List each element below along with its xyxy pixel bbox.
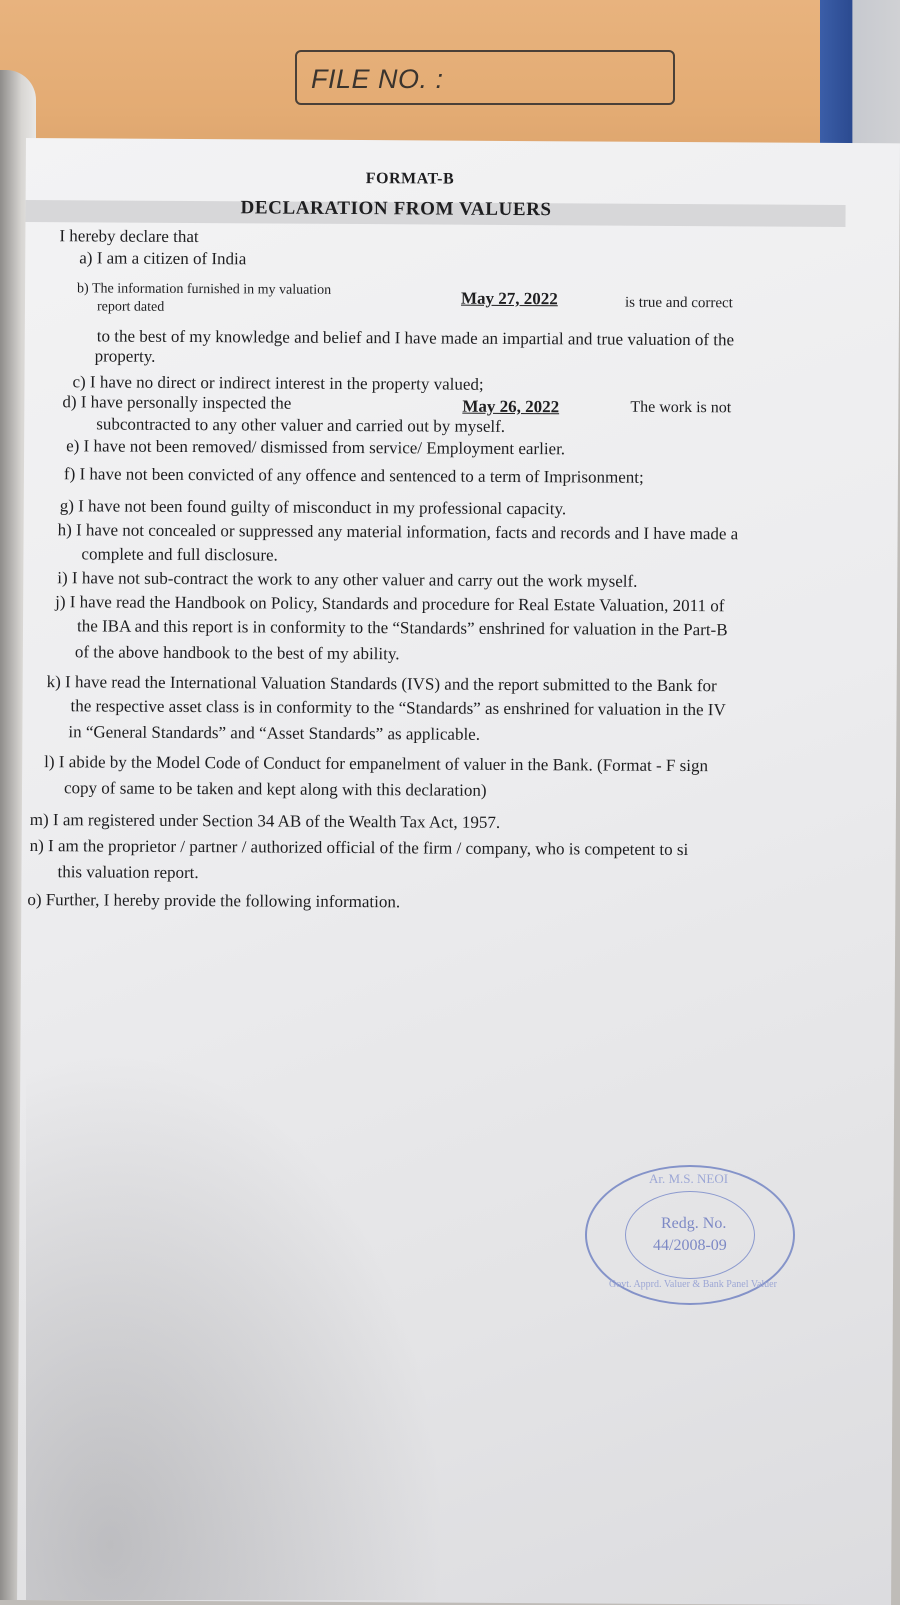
clause-g: g) I have not been found guilty of misconduct in my professional capacity. — [59, 496, 567, 519]
clause-n-line2: this valuation report. — [57, 862, 199, 883]
clause-h-line2: complete and full disclosure. — [81, 544, 278, 565]
clause-b-line4: property. — [94, 346, 156, 366]
clause-c: c) I have no direct or indirect interest in the property valued; — [72, 372, 484, 394]
report-date: May 27, 2022 — [460, 288, 558, 309]
clause-h-line1: h) I have not concealed or suppressed any material information, facts and records and I have made a — [57, 520, 739, 544]
clause-b-line3: to the best of my knowledge and belief and I have made an impartial and true valuation of the — [96, 326, 735, 350]
intro-text: I hereby declare that — [59, 226, 199, 247]
valuer-stamp — [585, 1165, 795, 1305]
clause-l-line1: l) I abide by the Model Code of Conduct for empanelment of valuer in the Bank. (Format - F sign — [44, 752, 709, 776]
format-label: FORMAT-B — [365, 170, 455, 188]
clause-j-line2: the IBA and this report is in conformity to the “Standards” enshrined for valuation in the Part-B — [76, 616, 728, 640]
clause-b-line1: b) The information furnished in my valuation — [77, 281, 332, 298]
clause-n-line1: n) I am the proprietor / partner / authorized official of the firm / company, who is competent to si — [29, 836, 689, 860]
clause-d-line1: d) I have personally inspected the — [62, 392, 292, 413]
clause-k-line1: k) I have read the International Valuation Standards (IVS) and the report submitted to the Bank for — [46, 672, 717, 696]
stamp-inner-ring — [625, 1191, 755, 1279]
stamp-top-arc: Ar. M.S. NEOI — [649, 1171, 729, 1186]
clause-j-line3: of the above handbook to the best of my ability. — [74, 642, 400, 664]
clause-b-line2: report dated — [96, 299, 165, 315]
page-title: DECLARATION FROM VALUERS — [240, 197, 552, 221]
clause-e: e) I have not been removed/ dismissed from service/ Employment earlier. — [66, 436, 566, 459]
file-number-label: FILE NO. : — [311, 64, 444, 94]
clause-j-line1: j) I have read the Handbook on Policy, Standards and procedure for Real Estate Valuation, 2011 of — [55, 592, 725, 616]
stamp-reg-number: 44/2008-09 — [653, 1237, 727, 1254]
stamp-bottom-arc: Govt. Apprd. Valuer & Bank Panel Valuer — [609, 1279, 777, 1290]
clause-m: m) I am registered under Section 34 AB of the Wealth Tax Act, 1957. — [29, 810, 501, 832]
clause-d-line2: subcontracted to any other valuer and carried out by myself. — [96, 414, 506, 436]
clause-o: o) Further, I hereby provide the following information. — [27, 890, 401, 912]
clause-l-line2: copy of same to be taken and kept along with this declaration) — [63, 778, 487, 800]
hand-shadow — [26, 1050, 446, 1600]
clause-d-after: The work is not — [630, 398, 732, 417]
clause-f: f) I have not been convicted of any offence and sentenced to a term of Imprisonment; — [63, 464, 644, 487]
clause-k-line2: the respective asset class is in conformity to the “Standards” as enshrined for valuation in the IV — [70, 696, 726, 720]
stamp-reg-label: Redg. No. — [661, 1215, 727, 1232]
clause-a: a) I am a citizen of India — [79, 248, 247, 269]
clause-k-line3: in “General Standards” and “Asset Standards” as applicable. — [68, 722, 481, 744]
clause-i: i) I have not sub-contract the work to any other valuer and carry out the work myself. — [57, 568, 638, 591]
file-number-box — [295, 50, 675, 105]
clause-b-after: is true and correct — [624, 294, 733, 312]
inspection-date: May 26, 2022 — [462, 396, 560, 417]
